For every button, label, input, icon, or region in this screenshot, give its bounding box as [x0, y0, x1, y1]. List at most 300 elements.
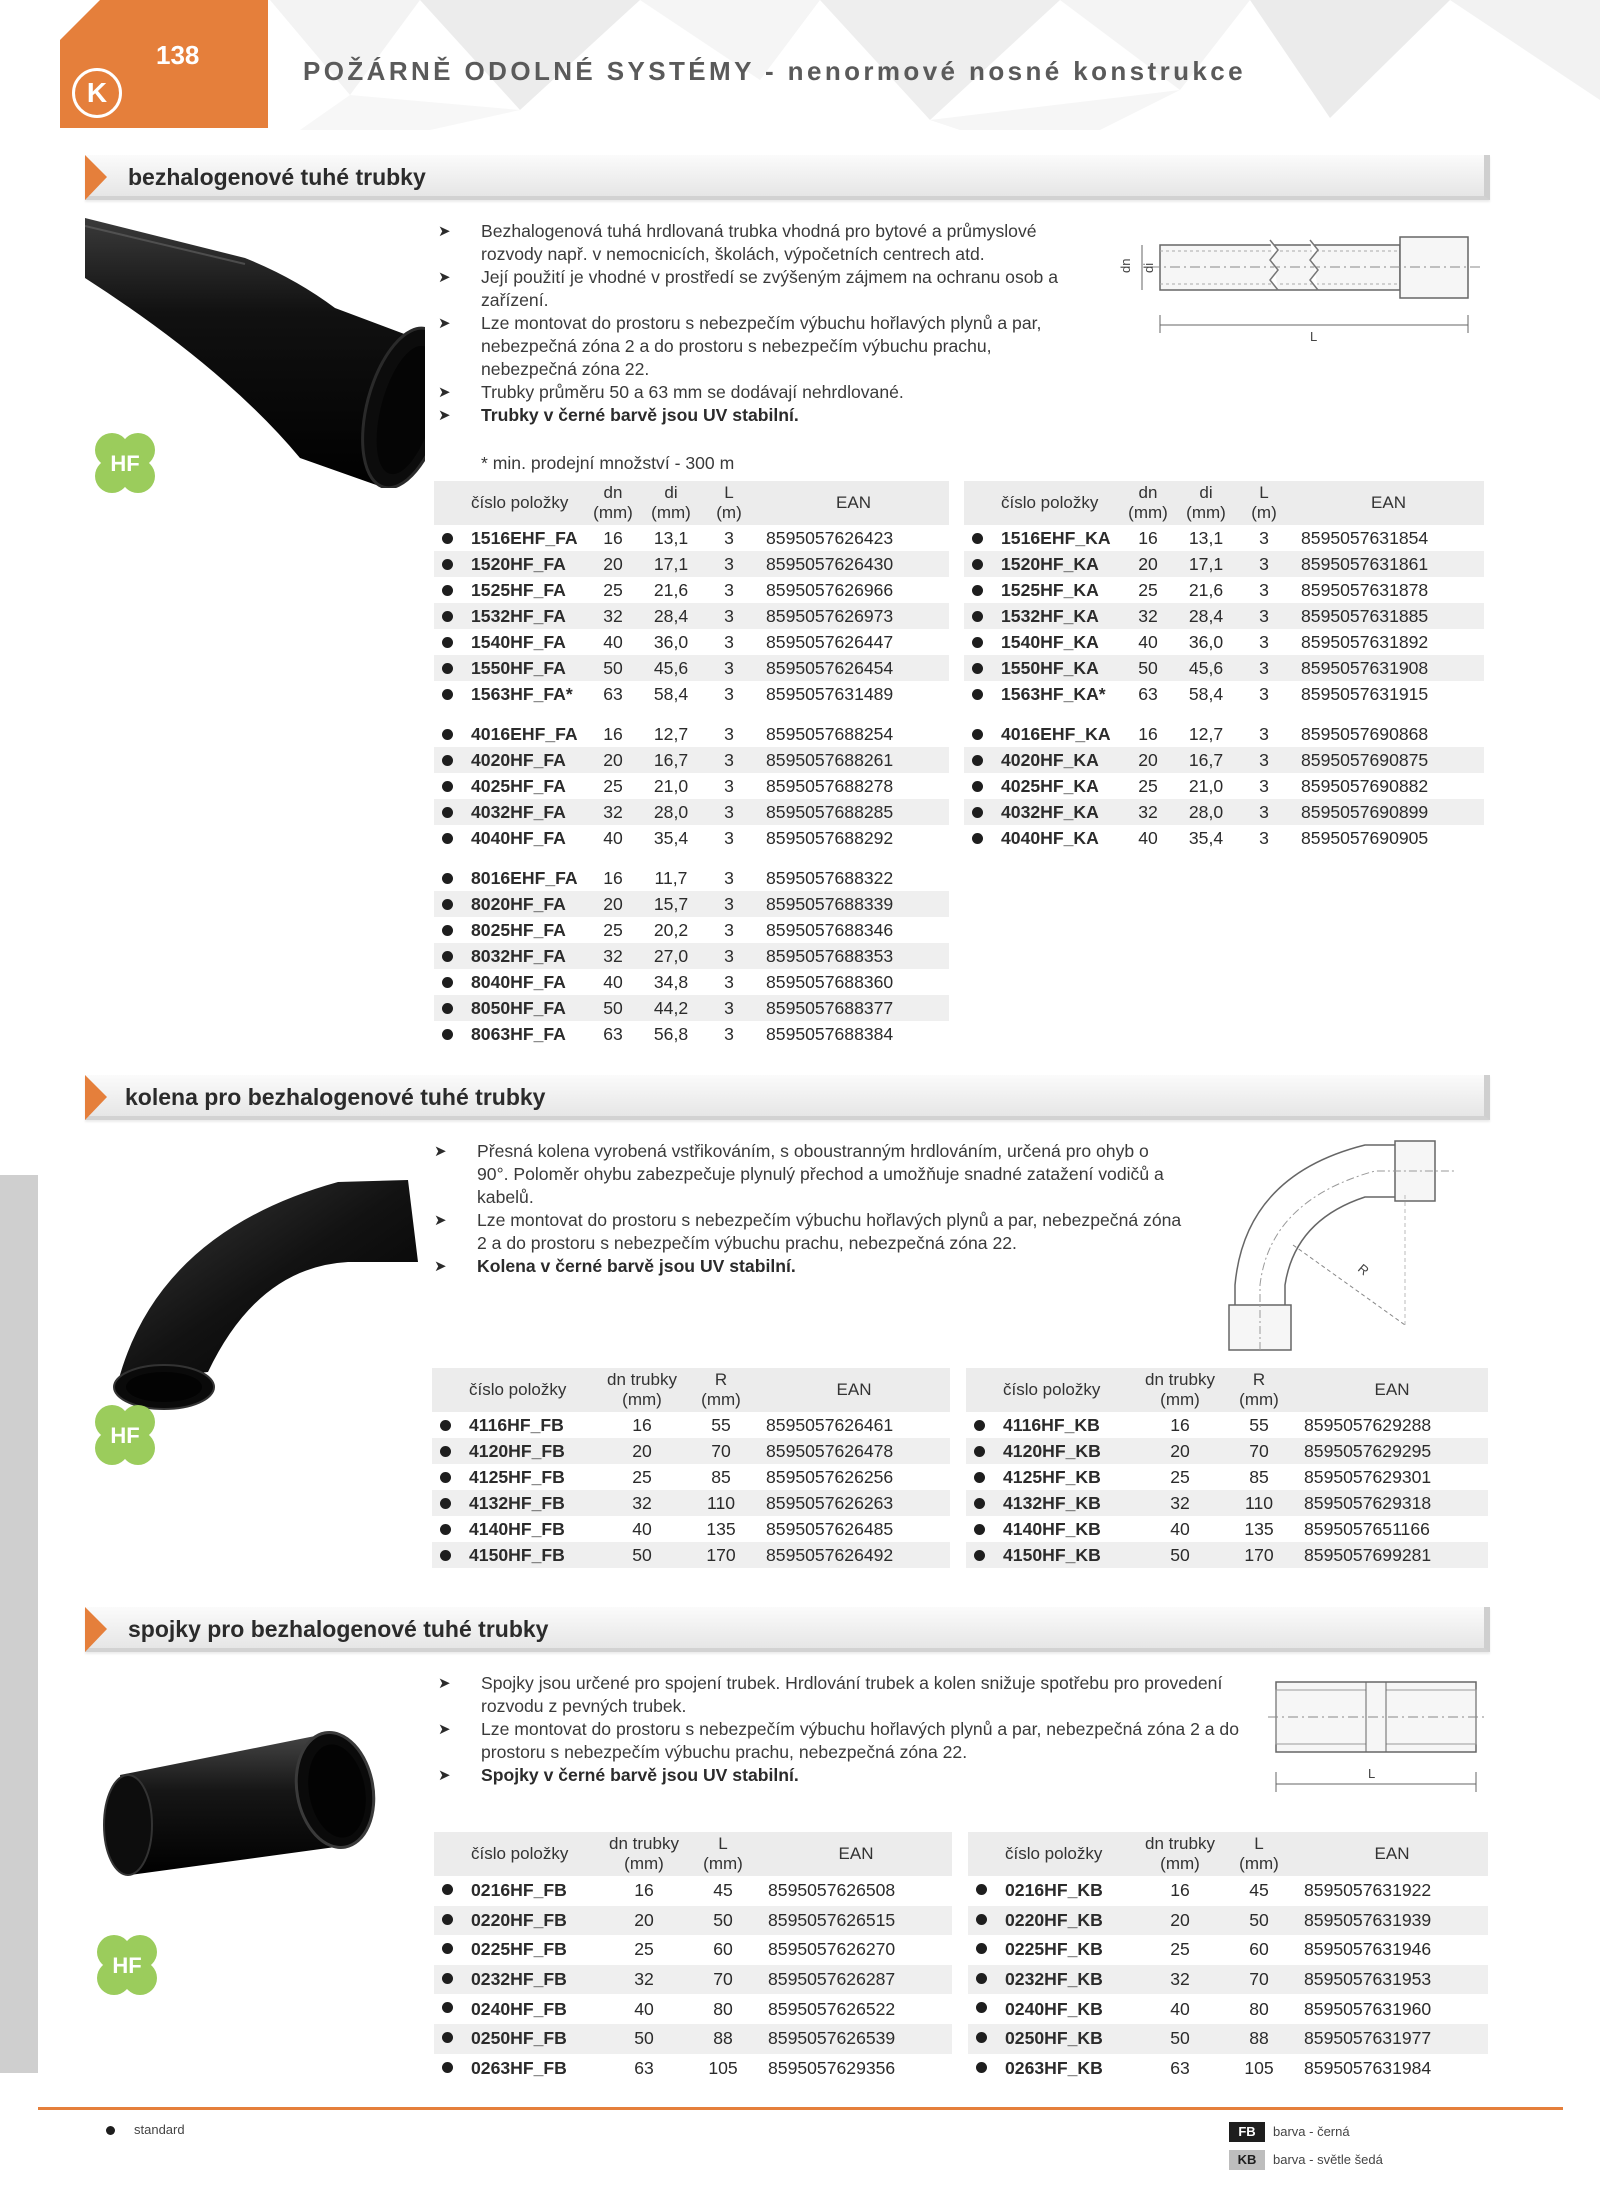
company-logo: K — [72, 68, 122, 118]
coupling-technical-drawing — [1268, 1672, 1488, 1802]
min-quantity-note: * min. prodejní množství - 300 m — [481, 453, 735, 473]
table-cell: 170 — [1222, 1542, 1296, 1568]
table-cell: 25 — [584, 577, 642, 603]
item-code: 1563HF_FA* — [434, 681, 584, 707]
item-code: 4016EHF_KA — [964, 721, 1119, 747]
item-code: 4020HF_FA — [434, 747, 584, 773]
column-header: EAN — [758, 1368, 950, 1412]
ean-code: 8595057688353 — [758, 943, 949, 969]
list-item-bold: ➤ Kolena v černé barvě jsou UV stabilní. — [434, 1255, 1184, 1278]
item-code: 1532HF_KA — [964, 603, 1119, 629]
section-bar-tubes — [85, 155, 1490, 200]
table-cell: 45,6 — [1177, 655, 1235, 681]
ean-code: 8595057629318 — [1296, 1490, 1488, 1516]
table-cell: 40 — [1138, 1516, 1222, 1542]
table-cell: 50 — [686, 1906, 760, 1936]
ean-code: 8595057631915 — [1293, 681, 1484, 707]
ean-code: 8595057651166 — [1296, 1516, 1488, 1542]
item-code: 1525HF_FA — [434, 577, 584, 603]
table-row — [968, 1935, 1488, 1965]
table-cell: 3 — [700, 865, 758, 891]
table-cell: 25 — [584, 773, 642, 799]
table-cell: 32 — [584, 799, 642, 825]
table-header-row — [968, 1832, 1488, 1876]
item-code: 8032HF_FA — [434, 943, 584, 969]
section-arrow-icon — [85, 1607, 107, 1652]
table-cell: 3 — [1235, 681, 1293, 707]
table-cell: 70 — [686, 1965, 760, 1995]
table-cell: 60 — [686, 1935, 760, 1965]
item-code: 4150HF_FB — [432, 1542, 600, 1568]
ean-code: 8595057626515 — [760, 1906, 952, 1936]
item-code: 1550HF_FA — [434, 655, 584, 681]
table-row — [964, 603, 1484, 629]
ean-code: 8595057631908 — [1293, 655, 1484, 681]
ean-code: 8595057626478 — [758, 1438, 950, 1464]
table-header-row — [434, 1832, 952, 1876]
table-row — [434, 681, 949, 707]
table-cell: 50 — [1119, 655, 1177, 681]
table-cell: 32 — [600, 1490, 684, 1516]
item-code: 0232HF_FB — [434, 1965, 602, 1995]
table-row — [968, 2024, 1488, 2054]
item-code: 8063HF_FA — [434, 1021, 584, 1047]
table-cell: 16 — [1138, 1412, 1222, 1438]
ean-code: 8595057688254 — [758, 721, 949, 747]
group-spacer — [434, 851, 949, 865]
table-header-row — [434, 481, 949, 525]
tube-technical-drawing — [1090, 225, 1490, 345]
svg-text:R: R — [1355, 1260, 1372, 1279]
ean-code: 8595057690875 — [1293, 747, 1484, 773]
item-code: 4120HF_FB — [432, 1438, 600, 1464]
column-header: EAN — [758, 481, 949, 525]
elbow-table-grey — [966, 1368, 1488, 1568]
column-header: EAN — [1296, 1368, 1488, 1412]
table-cell: 170 — [684, 1542, 758, 1568]
ean-code: 8595057631939 — [1296, 1906, 1488, 1936]
item-code: 4032HF_KA — [964, 799, 1119, 825]
item-code: 4040HF_FA — [434, 825, 584, 851]
column-header: dn trubky (mm) — [602, 1832, 686, 1876]
column-header: dn (mm) — [1119, 481, 1177, 525]
table-cell: 3 — [700, 551, 758, 577]
table-row — [434, 969, 949, 995]
ean-code: 8595057699281 — [1296, 1542, 1488, 1568]
section-bar-couplings — [85, 1607, 1490, 1652]
ean-code: 8595057688360 — [758, 969, 949, 995]
table-cell: 3 — [1235, 655, 1293, 681]
list-item: ➤ Lze montovat do prostoru s nebezpečím výbuchu hořlavých plynů a par, nebezpečná zóna 2 a do prostoru s nebezpečím výbuchu prachu, nebezpečná zóna 22. — [434, 1209, 1184, 1255]
table-cell: 20,2 — [642, 917, 700, 943]
table-cell: 3 — [700, 943, 758, 969]
ean-code: 8595057690905 — [1293, 825, 1484, 851]
item-code: 0220HF_KB — [968, 1906, 1138, 1936]
list-item-bold: ➤ Spojky v černé barvě jsou UV stabilní. — [438, 1764, 1248, 1787]
svg-text:dn: dn — [1118, 258, 1133, 273]
legend-badge-fb: FB — [1229, 2122, 1265, 2142]
item-code: 1520HF_FA — [434, 551, 584, 577]
svg-text:HF: HF — [110, 1423, 140, 1448]
item-code: 0225HF_KB — [968, 1935, 1138, 1965]
table-row — [432, 1490, 950, 1516]
table-cell: 25 — [584, 917, 642, 943]
table-row — [432, 1542, 950, 1568]
list-item-bold: ➤ Trubky v černé barvě jsou UV stabilní. — [438, 404, 1088, 427]
table-row — [432, 1412, 950, 1438]
item-code: 0250HF_FB — [434, 2024, 602, 2054]
table-cell: 28,4 — [1177, 603, 1235, 629]
svg-text:HF: HF — [112, 1953, 142, 1978]
table-cell: 45,6 — [642, 655, 700, 681]
table-row — [434, 1994, 952, 2024]
table-cell: 32 — [584, 603, 642, 629]
list-item: ➤ Bezhalogenová tuhá hrdlovaná trubka vhodná pro bytové a průmyslové rozvody např. v nemocnicích, školách, výpočetních centrech atd. — [438, 220, 1088, 266]
ean-code: 8595057688292 — [758, 825, 949, 851]
ean-code: 8595057631878 — [1293, 577, 1484, 603]
ean-code: 8595057690899 — [1293, 799, 1484, 825]
page-number: 138 — [156, 40, 200, 70]
ean-code: 8595057631892 — [1293, 629, 1484, 655]
table-row — [966, 1412, 1488, 1438]
column-header: R (mm) — [684, 1368, 758, 1412]
table-cell: 16 — [584, 865, 642, 891]
table-cell: 34,8 — [642, 969, 700, 995]
table-cell: 40 — [1138, 1994, 1222, 2024]
table-cell: 21,0 — [642, 773, 700, 799]
table-cell: 40 — [584, 969, 642, 995]
section-title: spojky pro bezhalogenové tuhé trubky — [128, 1616, 549, 1642]
item-code: 0240HF_KB — [968, 1994, 1138, 2024]
hf-badge-icon — [92, 1930, 162, 2000]
item-code: 8020HF_FA — [434, 891, 584, 917]
column-header: číslo položky — [968, 1832, 1138, 1876]
ean-code: 8595057631946 — [1296, 1935, 1488, 1965]
table-row — [964, 773, 1484, 799]
list-item: ➤ Lze montovat do prostoru s nebezpečím výbuchu hořlavých plynů a par, nebezpečná zóna 2 a do prostoru s nebezpečím výbuchu prachu, nebezpečná zóna 22. — [438, 1718, 1248, 1764]
item-code: 1516EHF_FA — [434, 525, 584, 551]
table-row — [964, 655, 1484, 681]
ean-code: 8595057626966 — [758, 577, 949, 603]
table-row — [434, 825, 949, 851]
table-cell: 20 — [1138, 1906, 1222, 1936]
standard-legend-label: standard — [134, 2122, 185, 2137]
item-code: 4125HF_KB — [966, 1464, 1138, 1490]
table-row — [434, 629, 949, 655]
table-cell: 58,4 — [1177, 681, 1235, 707]
table-row — [964, 825, 1484, 851]
list-item: ➤ Přesná kolena vyrobená vstřikováním, s oboustranným hrdlováním, určená pro ohyb o 90°. Poloměr ohybu zabezpečuje plynulý přechod a umožňuje snadné zatažení vodičů a kabelů. — [434, 1140, 1184, 1209]
table-row — [968, 2054, 1488, 2084]
item-code: 4032HF_FA — [434, 799, 584, 825]
item-code: 4140HF_FB — [432, 1516, 600, 1542]
table-row — [964, 629, 1484, 655]
ean-code: 8595057631854 — [1293, 525, 1484, 551]
table-cell: 17,1 — [642, 551, 700, 577]
item-code: 0263HF_FB — [434, 2054, 602, 2084]
table-row — [434, 1021, 949, 1047]
legend-label-kb: barva - světle šedá — [1273, 2152, 1383, 2167]
ean-code: 8595057631885 — [1293, 603, 1484, 629]
table-cell: 3 — [1235, 721, 1293, 747]
table-row — [434, 655, 949, 681]
item-code: 1516EHF_KA — [964, 525, 1119, 551]
item-code: 1532HF_FA — [434, 603, 584, 629]
table-cell: 32 — [1119, 603, 1177, 629]
table-cell: 12,7 — [642, 721, 700, 747]
column-header: číslo položky — [964, 481, 1119, 525]
elbow-photo — [98, 1172, 418, 1412]
table-cell: 3 — [1235, 629, 1293, 655]
ean-code: 8595057626430 — [758, 551, 949, 577]
item-code: 0232HF_KB — [968, 1965, 1138, 1995]
table-row — [964, 747, 1484, 773]
ean-code: 8595057690868 — [1293, 721, 1484, 747]
table-header-row — [432, 1368, 950, 1412]
table-cell: 3 — [1235, 773, 1293, 799]
table-cell: 28,0 — [1177, 799, 1235, 825]
table-cell: 3 — [700, 917, 758, 943]
item-code: 4016EHF_FA — [434, 721, 584, 747]
table-row — [434, 917, 949, 943]
table-cell: 3 — [1235, 551, 1293, 577]
table-cell: 135 — [684, 1516, 758, 1542]
table-cell: 80 — [1222, 1994, 1296, 2024]
table-cell: 20 — [584, 551, 642, 577]
table-cell: 20 — [600, 1438, 684, 1464]
table-row — [968, 1906, 1488, 1936]
table-cell: 45 — [1222, 1876, 1296, 1906]
ean-code: 8595057626973 — [758, 603, 949, 629]
list-item: ➤ Její použití je vhodné v prostředí se zvýšeným zájmem na ochranu osob a zařízení. — [438, 266, 1088, 312]
page-title: POŽÁRNĚ ODOLNÉ SYSTÉMY - nenormové nosné konstrukce — [303, 56, 1246, 86]
table-row — [966, 1490, 1488, 1516]
table-cell: 16 — [584, 525, 642, 551]
table-cell: 40 — [1119, 629, 1177, 655]
table-cell: 25 — [1138, 1935, 1222, 1965]
table-cell: 20 — [584, 891, 642, 917]
item-code: 1520HF_KA — [964, 551, 1119, 577]
table-cell: 70 — [1222, 1438, 1296, 1464]
table-cell: 70 — [684, 1438, 758, 1464]
table-cell: 60 — [1222, 1935, 1296, 1965]
item-code: 4040HF_KA — [964, 825, 1119, 851]
item-code: 0216HF_KB — [968, 1876, 1138, 1906]
table-row — [434, 525, 949, 551]
table-cell: 3 — [700, 995, 758, 1021]
svg-text:HF: HF — [110, 451, 140, 476]
table-cell: 110 — [684, 1490, 758, 1516]
ean-code: 8595057626539 — [760, 2024, 952, 2054]
table-cell: 3 — [1235, 603, 1293, 629]
table-cell: 16 — [602, 1876, 686, 1906]
table-cell: 40 — [584, 629, 642, 655]
item-code: 4025HF_KA — [964, 773, 1119, 799]
table-cell: 32 — [1119, 799, 1177, 825]
table-row — [968, 1876, 1488, 1906]
table-cell: 32 — [584, 943, 642, 969]
table-cell: 3 — [700, 681, 758, 707]
section-arrow-icon — [85, 1075, 107, 1120]
item-code: 8040HF_FA — [434, 969, 584, 995]
table-cell: 16,7 — [642, 747, 700, 773]
elbow-table-black — [432, 1368, 950, 1568]
svg-text:di: di — [1141, 262, 1156, 273]
ean-code: 8595057629356 — [760, 2054, 952, 2084]
ean-code: 8595057629301 — [1296, 1464, 1488, 1490]
table-row — [434, 943, 949, 969]
ean-code: 8595057688322 — [758, 865, 949, 891]
table-row — [434, 865, 949, 891]
hf-badge-icon — [90, 428, 160, 498]
item-code: 8016EHF_FA — [434, 865, 584, 891]
item-code: 1540HF_KA — [964, 629, 1119, 655]
table-cell: 3 — [700, 629, 758, 655]
table-cell: 35,4 — [642, 825, 700, 851]
table-cell: 21,6 — [1177, 577, 1235, 603]
ean-code: 8595057626461 — [758, 1412, 950, 1438]
table-cell: 25 — [1119, 577, 1177, 603]
table-row — [964, 577, 1484, 603]
ean-code: 8595057688285 — [758, 799, 949, 825]
column-header: di (mm) — [1177, 481, 1235, 525]
table-cell: 40 — [584, 825, 642, 851]
ean-code: 8595057688339 — [758, 891, 949, 917]
table-cell: 36,0 — [642, 629, 700, 655]
table-cell: 21,0 — [1177, 773, 1235, 799]
table-cell: 45 — [686, 1876, 760, 1906]
table-cell: 40 — [602, 1994, 686, 2024]
column-header: L (mm) — [1222, 1832, 1296, 1876]
table-row — [432, 1516, 950, 1542]
legend-label-fb: barva - černá — [1273, 2124, 1350, 2139]
item-code: 8025HF_FA — [434, 917, 584, 943]
item-code: 4025HF_FA — [434, 773, 584, 799]
table-row — [964, 721, 1484, 747]
table-cell: 16 — [600, 1412, 684, 1438]
item-code: 4150HF_KB — [966, 1542, 1138, 1568]
table-cell: 3 — [700, 603, 758, 629]
table-cell: 105 — [1222, 2054, 1296, 2084]
table-row — [434, 721, 949, 747]
ean-code: 8595057631953 — [1296, 1965, 1488, 1995]
ean-code: 8595057688377 — [758, 995, 949, 1021]
table-cell: 21,6 — [642, 577, 700, 603]
table-cell: 20 — [1138, 1438, 1222, 1464]
table-cell: 50 — [602, 2024, 686, 2054]
ean-code: 8595057626256 — [758, 1464, 950, 1490]
standard-dot-icon — [106, 2126, 115, 2135]
side-color-strip — [0, 1175, 38, 2073]
table-cell: 3 — [1235, 825, 1293, 851]
table-cell: 12,7 — [1177, 721, 1235, 747]
table-cell: 63 — [602, 2054, 686, 2084]
column-header: dn trubky (mm) — [1138, 1368, 1222, 1412]
group-spacer — [964, 707, 1484, 721]
table-cell: 20 — [1119, 747, 1177, 773]
item-code: 4140HF_KB — [966, 1516, 1138, 1542]
table-row — [968, 1994, 1488, 2024]
table-cell: 20 — [602, 1906, 686, 1936]
table-cell: 50 — [600, 1542, 684, 1568]
table-cell: 3 — [700, 747, 758, 773]
table-cell: 55 — [1222, 1412, 1296, 1438]
ean-code: 8595057629288 — [1296, 1412, 1488, 1438]
coupling-photo — [100, 1725, 380, 1885]
table-row — [434, 551, 949, 577]
legend-badge-kb: KB — [1229, 2150, 1265, 2170]
table-cell: 28,0 — [642, 799, 700, 825]
ean-code: 8595057626270 — [760, 1935, 952, 1965]
ean-code: 8595057626454 — [758, 655, 949, 681]
item-code: 1525HF_KA — [964, 577, 1119, 603]
ean-code: 8595057688384 — [758, 1021, 949, 1047]
item-code: 0220HF_FB — [434, 1906, 602, 1936]
tube-table-black — [434, 481, 949, 1047]
ean-code: 8595057688278 — [758, 773, 949, 799]
list-item: ➤ Spojky jsou určené pro spojení trubek. Hrdlování trubek a kolen snižuje spotřebu pro provedení rozvodu z pevných trubek. — [438, 1672, 1248, 1718]
table-header-row — [966, 1368, 1488, 1412]
table-cell: 85 — [684, 1464, 758, 1490]
ean-code: 8595057626492 — [758, 1542, 950, 1568]
column-header: číslo položky — [966, 1368, 1138, 1412]
table-cell: 16 — [584, 721, 642, 747]
table-cell: 35,4 — [1177, 825, 1235, 851]
list-item: ➤ Trubky průměru 50 a 63 mm se dodávají nehrdlované. — [438, 381, 1088, 404]
item-code: 4116HF_KB — [966, 1412, 1138, 1438]
table-cell: 20 — [584, 747, 642, 773]
table-cell: 44,2 — [642, 995, 700, 1021]
table-cell: 56,8 — [642, 1021, 700, 1047]
item-code: 0240HF_FB — [434, 1994, 602, 2024]
table-cell: 3 — [700, 891, 758, 917]
ean-code: 8595057626522 — [760, 1994, 952, 2024]
table-cell: 50 — [1222, 1906, 1296, 1936]
column-header: číslo položky — [432, 1368, 600, 1412]
ean-code: 8595057626423 — [758, 525, 949, 551]
table-cell: 80 — [686, 1994, 760, 2024]
table-cell: 88 — [1222, 2024, 1296, 2054]
table-cell: 36,0 — [1177, 629, 1235, 655]
table-cell: 105 — [686, 2054, 760, 2084]
list-item: ➤ Lze montovat do prostoru s nebezpečím výbuchu hořlavých plynů a par, nebezpečná zóna 2 a do prostoru s nebezpečím výbuchu prachu, nebezpečná zóna 22. — [438, 312, 1088, 381]
table-cell: 63 — [584, 1021, 642, 1047]
table-row — [434, 773, 949, 799]
item-code: 8050HF_FA — [434, 995, 584, 1021]
table-row — [434, 747, 949, 773]
svg-text:L: L — [1310, 329, 1318, 344]
table-cell: 50 — [1138, 2024, 1222, 2054]
table-cell: 11,7 — [642, 865, 700, 891]
table-cell: 50 — [1138, 1542, 1222, 1568]
item-code: 4116HF_FB — [432, 1412, 600, 1438]
table-row — [968, 1965, 1488, 1995]
ean-code: 8595057626287 — [760, 1965, 952, 1995]
table-cell: 15,7 — [642, 891, 700, 917]
item-code: 1540HF_FA — [434, 629, 584, 655]
table-row — [434, 995, 949, 1021]
item-code: 4020HF_KA — [964, 747, 1119, 773]
column-header: EAN — [760, 1832, 952, 1876]
tube-table-grey — [964, 481, 1484, 851]
table-cell: 25 — [602, 1935, 686, 1965]
table-cell: 50 — [584, 655, 642, 681]
coupling-table-grey — [968, 1832, 1488, 2083]
group-spacer — [434, 707, 949, 721]
table-cell: 13,1 — [642, 525, 700, 551]
table-cell: 63 — [584, 681, 642, 707]
table-cell: 28,4 — [642, 603, 700, 629]
